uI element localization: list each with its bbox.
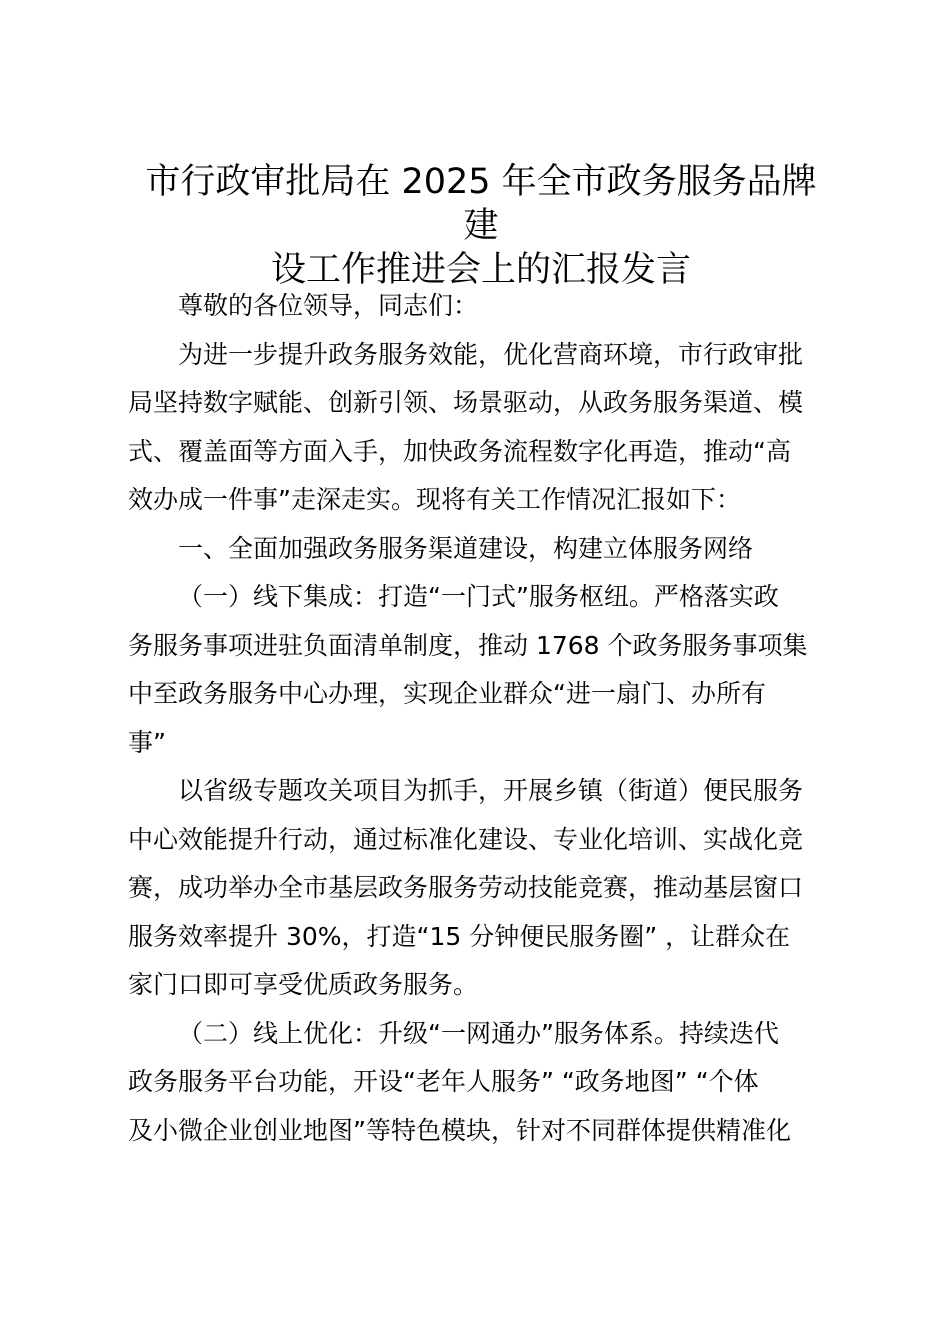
text-line: 务服务事项进驻负面清单制度，推动 1768 个政务服务事项集 <box>128 630 808 660</box>
text-line: 赛，成功举办全市基层政务服务劳动技能竞赛，推动基层窗口 <box>128 873 804 902</box>
text-line: 政务服务平台功能，开设“老年人服务” “政务地图” “个体 <box>128 1067 759 1096</box>
text-line: 中至政务服务中心办理，实现企业群众“进一扇门、办所有 <box>128 679 766 708</box>
text-line: 以省级专题攻关项目为抓手，开展乡镇（街道）便民服务 <box>178 776 804 805</box>
text-line: 事” <box>128 727 166 757</box>
document-title <box>128 160 834 292</box>
section-heading-1 <box>128 525 834 574</box>
paragraph-salutation <box>128 282 834 331</box>
text-line: 局坚持数字赋能、创新引领、场景驱动，从政务服务渠道、模 <box>128 388 804 417</box>
document-body <box>128 282 834 1155</box>
paragraph-offline <box>128 573 834 767</box>
paragraph-grassroots <box>128 767 834 1010</box>
text-line: （二）线上优化：升级“一网通办”服务体系。持续迭代 <box>178 1018 779 1048</box>
title-line-1: 市行政审批局在 2025 年全市政务服务品牌建 <box>145 162 817 246</box>
paragraph-online <box>128 1010 834 1156</box>
text-line: 式、覆盖面等方面入手，加快政务流程数字化再造，推动“高 <box>128 436 791 466</box>
text-line: 效办成一件事”走深走实。现将有关工作情况汇报如下： <box>128 485 741 514</box>
text-line: 中心效能提升行动，通过标准化建设、专业化培训、实战化竞 <box>128 824 804 854</box>
title-line-2: 设工作推进会上的汇报发言 <box>270 250 691 290</box>
text-line: 家门口即可享受优质政务服务。 <box>128 970 479 999</box>
text-line: 及小微企业创业地图”等特色模块，针对不同群体提供精准化 <box>128 1115 791 1145</box>
paragraph-intro <box>128 331 834 525</box>
text-line: 一、全面加强政务服务渠道建设，构建立体服务网络 <box>178 533 754 563</box>
text-line: （一）线下集成：打造“一门式”服务枢纽。严格落实政 <box>178 582 779 611</box>
text-line: 服务效率提升 30%，打造“15 分钟便民服务圈” ，让群众在 <box>128 921 791 951</box>
text-line: 尊敬的各位领导，同志们： <box>178 291 479 320</box>
text-line: 为进一步提升政务服务效能，优化营商环境，市行政审批 <box>178 339 804 369</box>
